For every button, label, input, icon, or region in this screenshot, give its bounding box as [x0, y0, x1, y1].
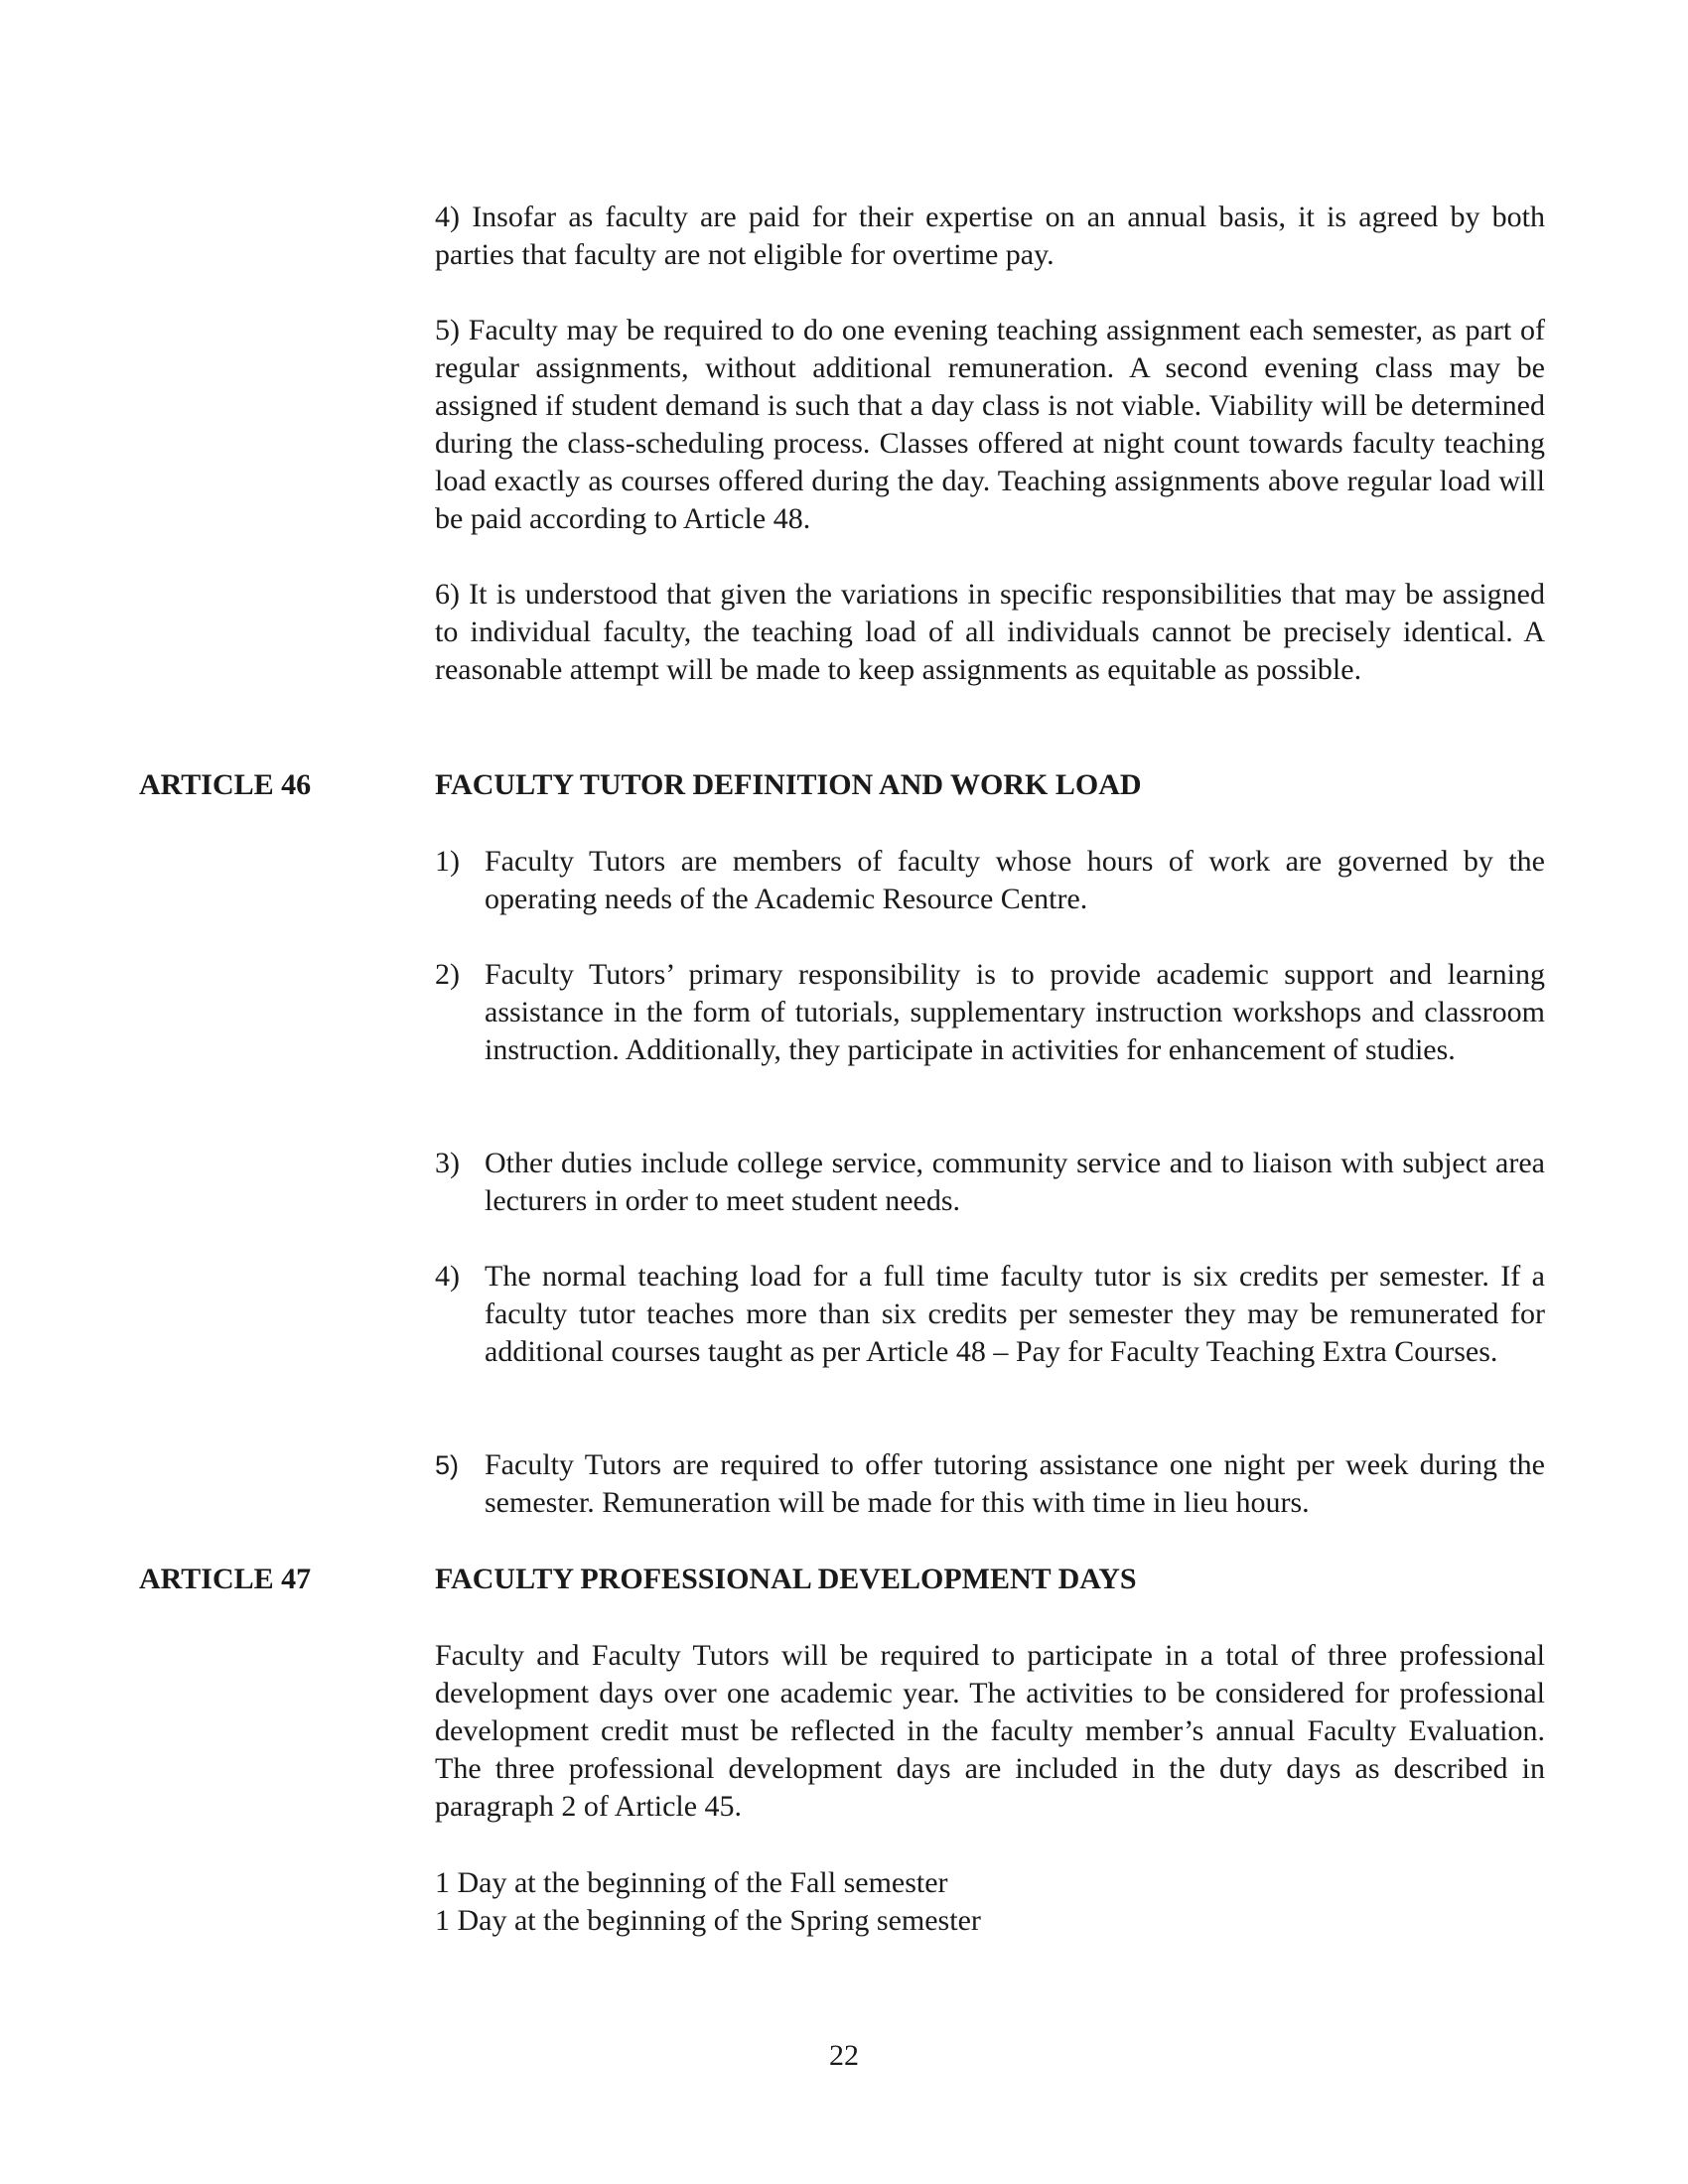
article-47-body: Faculty and Faculty Tutors will be required to participate in a total of three professional development days over one academic year. The activities to be considered for professional development credit must be reflected in the faculty member’s annual Faculty Evaluation. The three professional development days are included in the duty days as described in paragraph 2 of Article 45. [435, 1639, 1545, 1823]
list-item-number: 3) [435, 1147, 460, 1179]
list-item [435, 1446, 1545, 1522]
article-46-title: FACULTY TUTOR DEFINITION AND WORK LOAD [435, 768, 1142, 801]
paragraph-45-6: 6) It is understood that given the variations in specific responsibilities that may be assigned to individual faculty, the teaching load of all individuals cannot be precisely identical. A reasonable attempt will be made to keep assignments as equitable as possible. [435, 578, 1545, 686]
list-item-number: 5) [435, 1450, 460, 1480]
list-item-text: Faculty Tutors’ primary responsibility is to provide academic support and learning assistance in the form of tutorials, supplementary instruction workshops and classroom instruction. Additionally, they participate in activities for enhancement of studies. [485, 958, 1545, 1066]
pd-day-fall: 1 Day at the beginning of the Fall semester [435, 1866, 948, 1899]
list-item [435, 843, 1545, 918]
list-item-text: Other duties include college service, community service and to liaison with subject area lecturers in order to meet student needs. [485, 1147, 1545, 1217]
article-46-label: ARTICLE 46 [139, 768, 312, 801]
list-item [435, 956, 1545, 1069]
paragraph-45-5: 5) Faculty may be required to do one evening teaching assignment each semester, as part of regular assignments, without additional remuneration. A second evening class may be assigned if student demand is such that a day class is not viable. Viability will be determined during the class-scheduling process. Classes offered at night count towards faculty teaching load exactly as courses offered during the day. Teaching assignments above regular load will be paid according to Article 48. [435, 314, 1545, 535]
list-item-text: Faculty Tutors are required to offer tutoring assistance one night per week during the semester. Remuneration will be made for this with time in lieu hours. [485, 1448, 1545, 1519]
article-47-label: ARTICLE 47 [139, 1563, 312, 1595]
list-item-number: 1) [435, 845, 460, 878]
list-item-text: The normal teaching load for a full time faculty tutor is six credits per semester. If a faculty tutor teaches more than six credits per semester they may be remunerated for additional courses taught as per Article 48 – Pay for Faculty Teaching Extra Courses. [485, 1260, 1545, 1368]
list-item-number: 2) [435, 958, 460, 991]
article-47-title: FACULTY PROFESSIONAL DEVELOPMENT DAYS [435, 1563, 1137, 1595]
page-number: 22 [829, 2039, 859, 2072]
list-item [435, 1258, 1545, 1371]
list-item-text: Faculty Tutors are members of faculty whose hours of work are governed by the operating needs of the Academic Resource Centre. [485, 845, 1545, 915]
list-item [435, 1145, 1545, 1220]
pd-day-spring: 1 Day at the beginning of the Spring semester [435, 1904, 981, 1937]
list-item-number: 4) [435, 1260, 460, 1293]
paragraph-45-4: 4) Insofar as faculty are paid for their expertise on an annual basis, it is agreed by both parties that faculty are not eligible for overtime pay. [435, 201, 1545, 271]
